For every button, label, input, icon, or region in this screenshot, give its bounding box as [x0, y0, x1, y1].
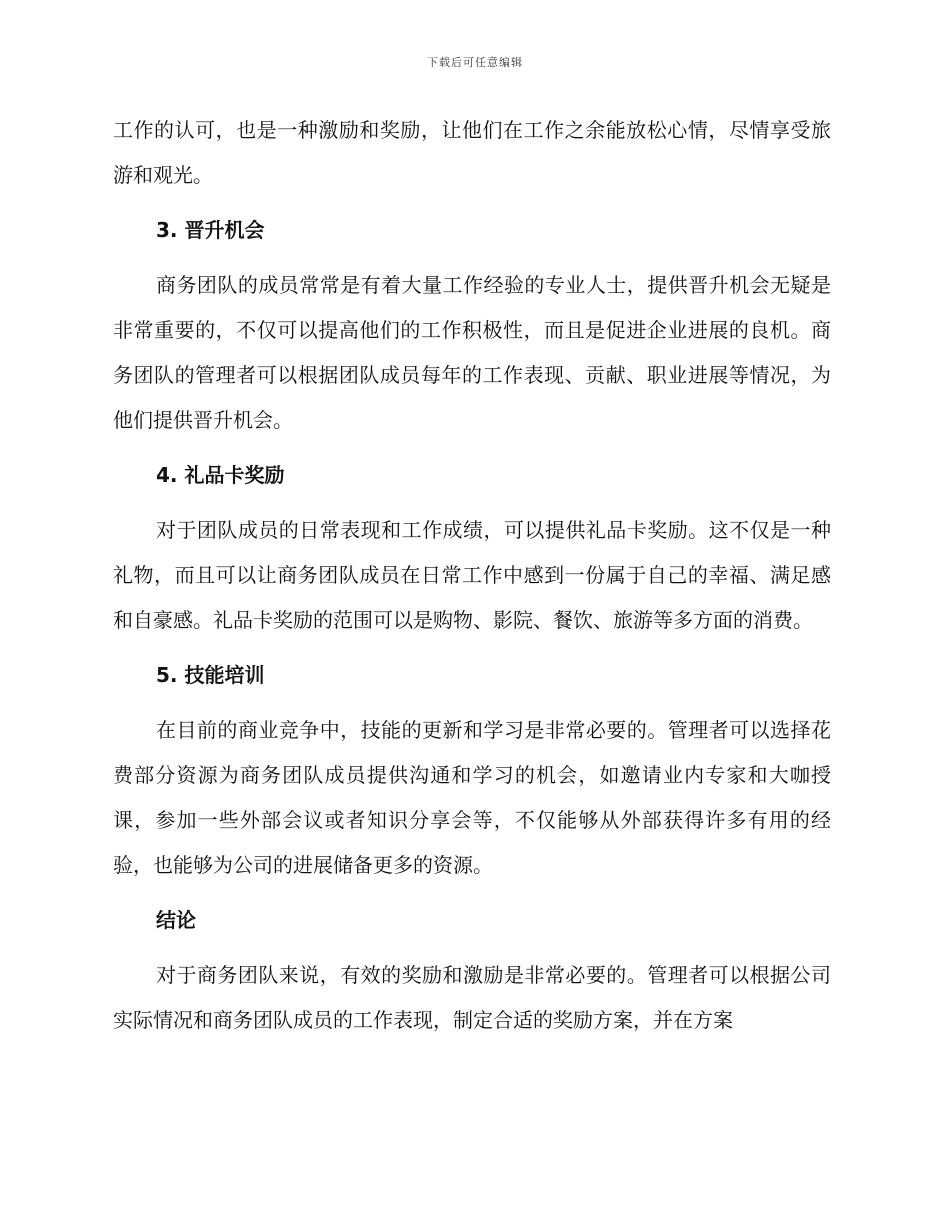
heading-gift-card-reward: 4. 礼品卡奖励	[156, 463, 285, 487]
paragraph-travel-reward-continued: 工作的认可，也是一种激励和奖励，让他们在工作之余能放松心情，尽情享受旅游和观光。	[113, 118, 831, 187]
paragraph-skill-training: 在目前的商业竞争中，技能的更新和学习是非常必要的。管理者可以选择花费部分资源为商务团队成员提供沟通和学习的机会，如邀请业内专家和大咖授课，参加一些外部会议或者知识分享会等，不仅能够从外部获得许多有用的经验，也能够为公司的进展储备更多的资源。	[113, 718, 831, 877]
document-body	[113, 108, 831, 1043]
heading-skill-training: 5. 技能培训	[156, 663, 265, 687]
paragraph-gift-card-reward: 对于团队成员的日常表现和工作成绩，可以提供礼品卡奖励。这不仅是一种礼物，而且可以让商务团队成员在日常工作中感到一份属于自己的幸福、满足感和自豪感。礼品卡奖励的范围可以是购物、影院、餐饮、旅游等多方面的消费。	[113, 518, 831, 632]
heading-promotion-opportunity: 3. 晋升机会	[156, 218, 265, 242]
paragraph-promotion-opportunity: 商务团队的成员常常是有着大量工作经验的专业人士，提供晋升机会无疑是非常重要的，不仅可以提高他们的工作积极性，而且是促进企业进展的良机。商务团队的管理者可以根据团队成员每年的工作表现、贡献、职业进展等情况，为他们提供晋升机会。	[113, 273, 831, 432]
heading-conclusion: 结论	[156, 908, 196, 932]
page-header: 下载后可任意编辑	[427, 56, 523, 69]
paragraph-conclusion: 对于商务团队来说，有效的奖励和激励是非常必要的。管理者可以根据公司实际情况和商务团队成员的工作表现，制定合适的奖励方案，并在方案	[113, 963, 831, 1032]
